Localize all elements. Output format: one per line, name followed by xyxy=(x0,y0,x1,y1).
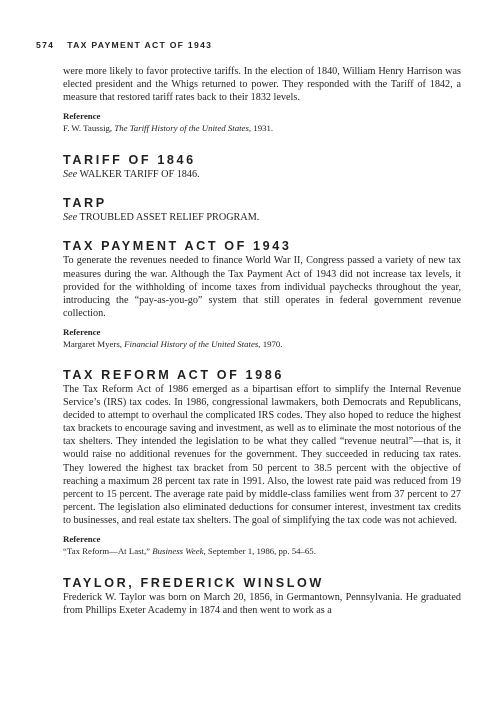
tax-reform-act-reference xyxy=(63,546,461,557)
tax-payment-act-paragraph: To generate the revenues needed to finance World War II, Congress passed a variety of new tax measures during the war. Although the Tax Payment Act of 1943 did not increase tax levels, it provided for the withholding of income taxes from individual paychecks throughout the year, introducing the “pay-as-you-go” system that still operates in federal government revenue collection. xyxy=(63,255,461,319)
taylor-paragraph: Frederick W. Taylor was born on March 20, 1856, in Germantown, Pennsylvania. He graduated from Phillips Exeter Academy in 1874 and then went to work as a xyxy=(63,591,461,617)
reference-title: Financial History of the United States xyxy=(124,338,259,349)
intro-reference-label: Reference xyxy=(63,111,101,122)
see-target: TROUBLED ASSET RELIEF PROGRAM. xyxy=(77,212,260,224)
reference-tail: , September 1, 1986, pp. 54–65. xyxy=(203,545,316,556)
intro-reference-tail: , 1931. xyxy=(248,123,274,134)
entry-heading-tariff-1846: TARIFF OF 1846 xyxy=(63,153,196,168)
entry-heading-tax-payment-act: TAX PAYMENT ACT OF 1943 xyxy=(63,239,292,254)
tax-reform-act-reference-label: Reference xyxy=(63,533,101,544)
tax-payment-act-reference xyxy=(63,339,461,350)
tariff-1846-cross-reference xyxy=(36,168,461,181)
reference-title: Business Week xyxy=(152,545,204,556)
reference-author: Margaret Myers, xyxy=(63,338,125,349)
see-label: See xyxy=(63,169,78,181)
running-head-title: TAX PAYMENT ACT OF 1943 xyxy=(67,40,213,50)
tax-reform-act-paragraph: The Tax Reform Act of 1986 emerged as a bipartisan effort to simplify the Internal Revenue Service’s (IRS) tax codes. In 1986, congressional lawmakers, both Democrats and Republicans, decided to attempt to overhaul the complicated IRS codes. They also hoped to reduce the highest tax brackets to encourage saving and investment, as well as to eliminate the most notorious of the tax shelters. They intended the legislation to be what they called “revenue neutral”—that is, it would raise no additional revenues for the government. They succeeded in reducing tax rates. They lowered the highest tax bracket from 50 percent to 38.5 percent with the objective of reaching a maximum 28 percent tax rate in 1991. Also, the lowest rate paid was reduced from 19 percent to 15 percent. The average rate paid by middle-class families went from 37 percent to 27 percent. The legislation also eliminated deductions for consumer interest, investment tax credits to businesses, and real estate tax shelters. The goal of simplifying the tax code was not achieved. xyxy=(63,383,461,526)
see-target: WALKER TARIFF OF 1846. xyxy=(77,169,200,181)
intro-reference-author: F. W. Taussig, xyxy=(63,123,115,134)
page-number: 574 xyxy=(36,40,55,50)
entry-heading-taylor: TAYLOR, FREDERICK WINSLOW xyxy=(63,575,324,590)
see-label: See xyxy=(63,212,78,224)
reference-author: “Tax Reform—At Last,” xyxy=(63,545,153,556)
tarp-cross-reference xyxy=(36,211,461,224)
intro-reference xyxy=(63,123,461,134)
intro-paragraph: were more likely to favor protective tariffs. In the election of 1840, William Henry Harrison was elected president and the Whigs returned to power. They responded with the Tariff of 1842, a measure that restored tariff rates back to their 1832 levels. xyxy=(63,66,461,104)
entry-heading-tax-reform-act: TAX REFORM ACT OF 1986 xyxy=(63,367,284,382)
intro-reference-title: The Tariff History of the United States xyxy=(114,123,249,134)
reference-tail: , 1970. xyxy=(258,338,283,349)
book-page xyxy=(36,40,461,617)
running-head xyxy=(36,40,461,50)
entry-heading-tarp: TARP xyxy=(63,196,107,211)
tax-payment-act-reference-label: Reference xyxy=(63,326,101,337)
